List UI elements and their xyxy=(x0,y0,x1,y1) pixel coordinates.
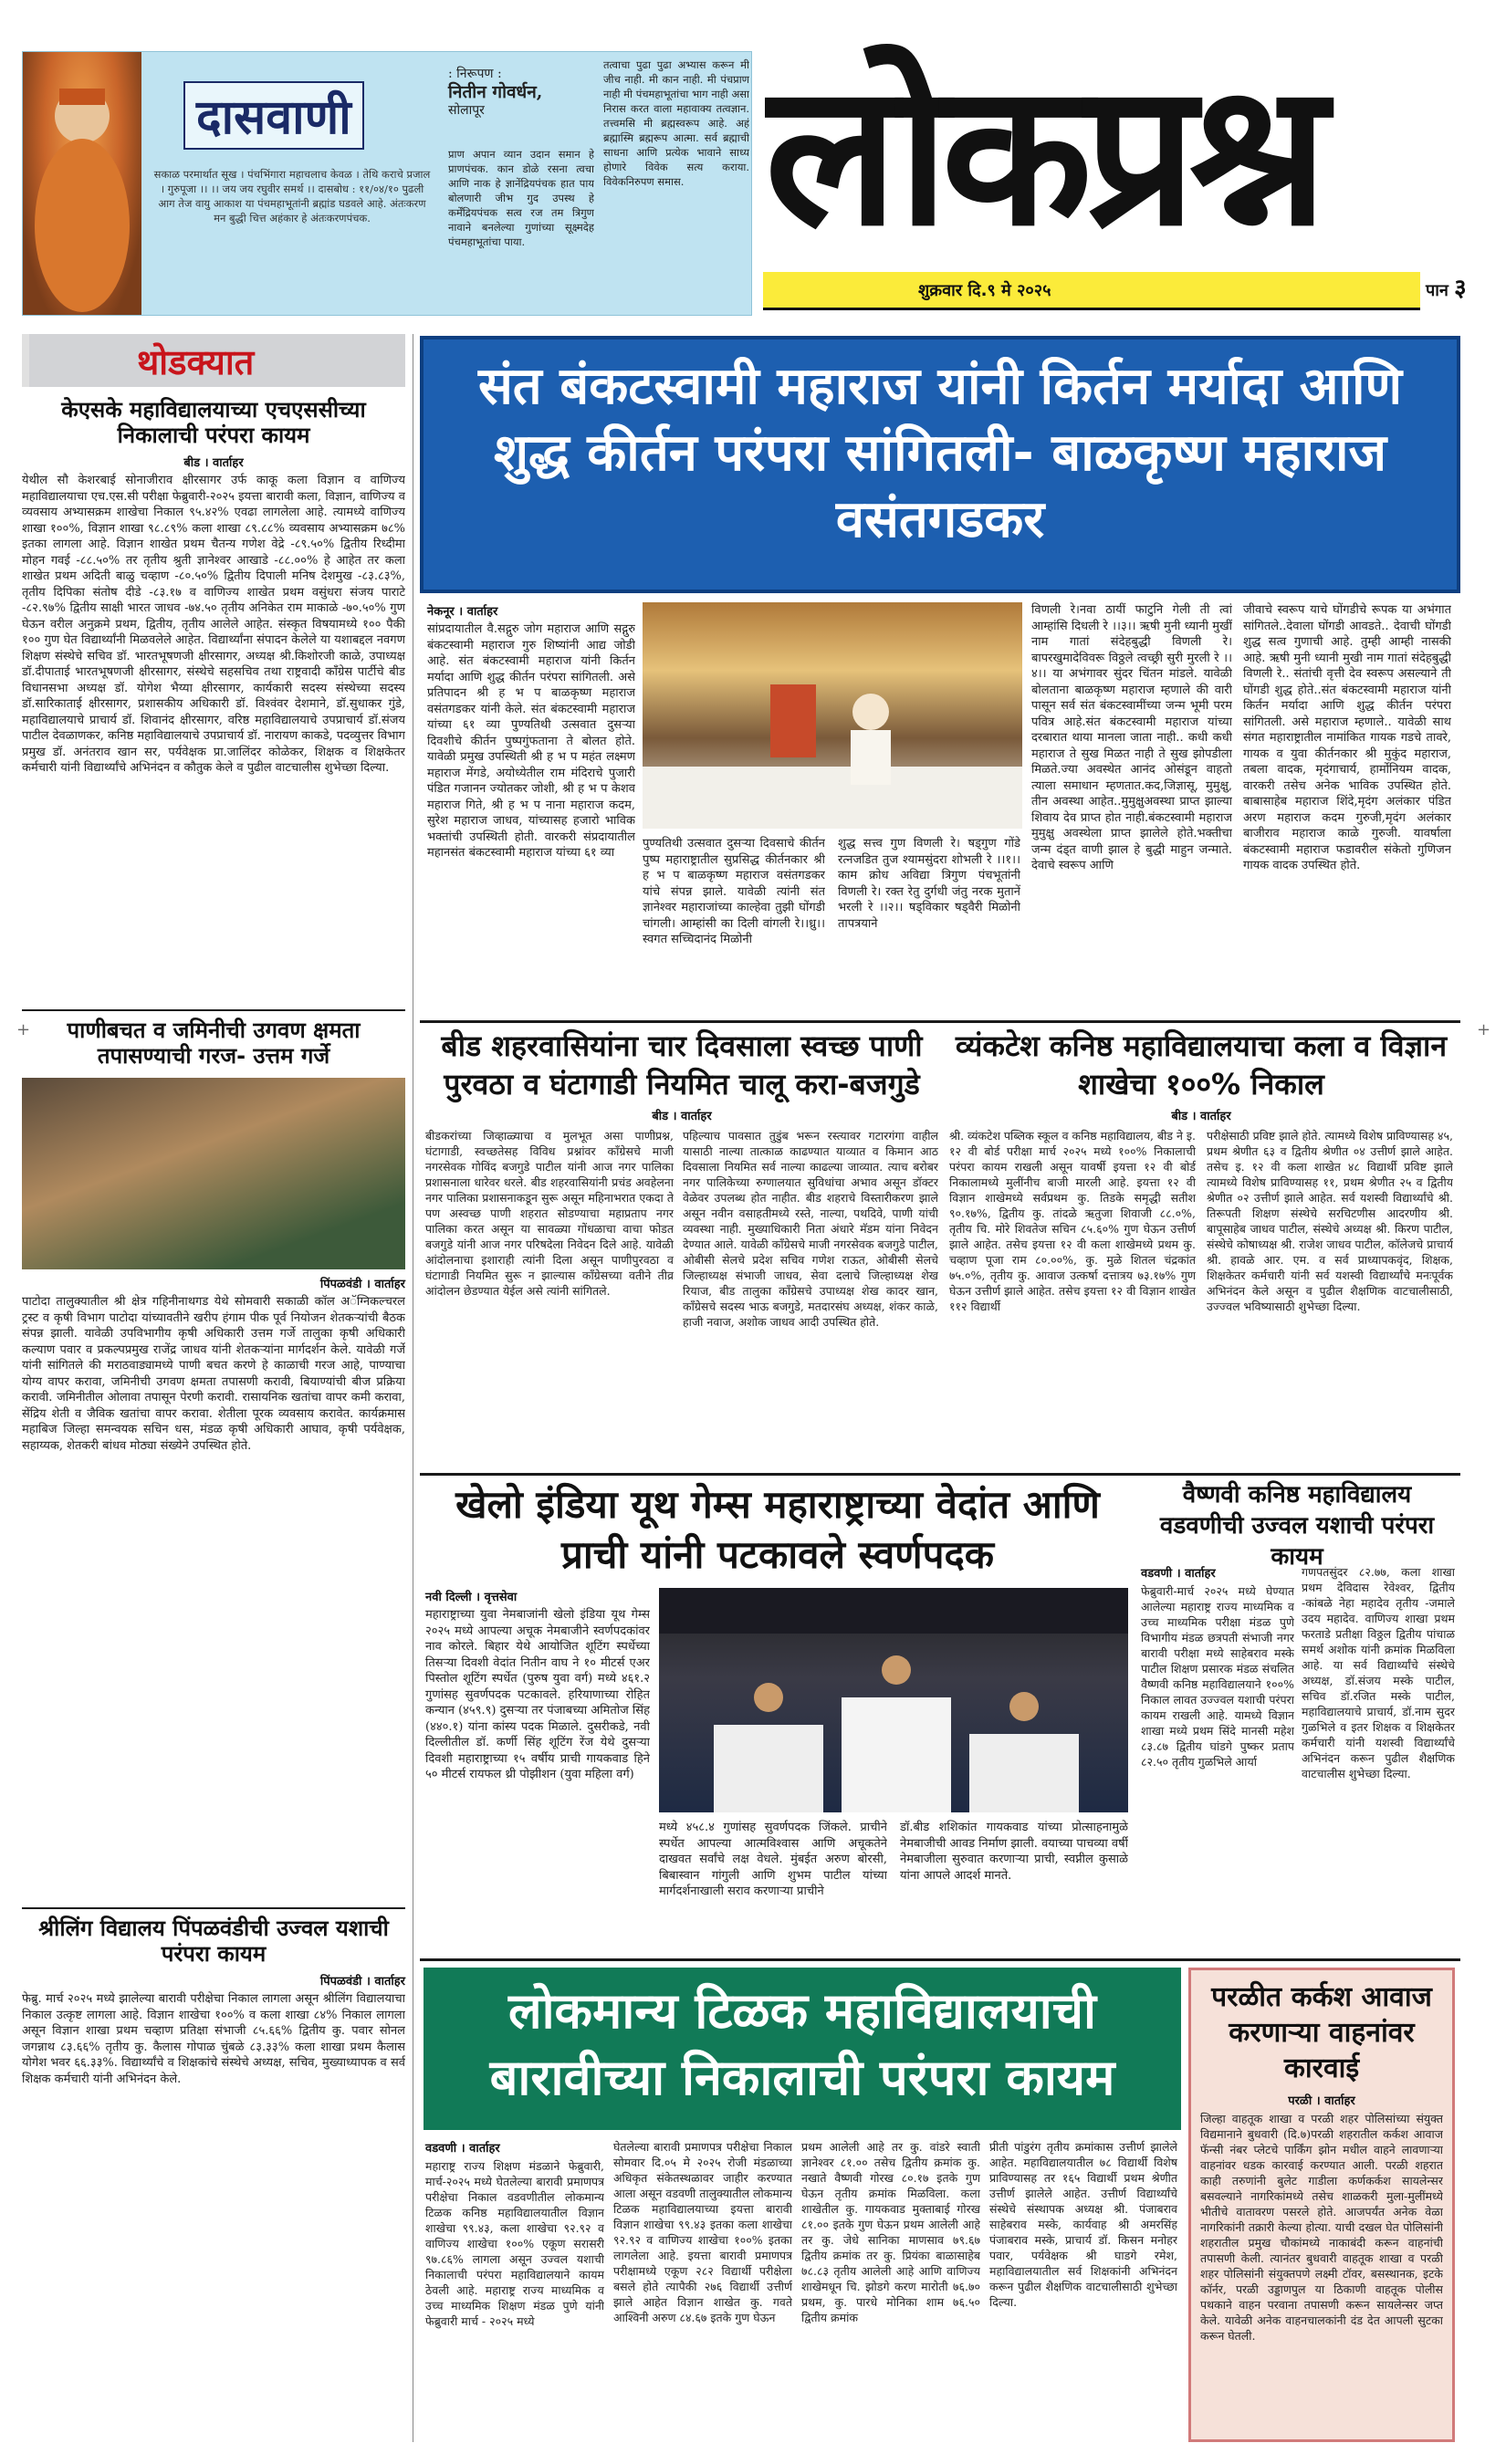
tilak-body-col3: प्रथम आलेली आहे तर कु. वांडरे स्वाती ज्ञानेश्वर ८१.०० तसेच द्वितीय क्रमांक कु. नखाते वैष्णवी गोरख ८०.१७ इतके गुण घेऊन तृतीय क्रमांक मिळविला. कला शाखेतील कु. गायकवाड मुक्ताबाई गोरख ८१.०० इतके गुण घेऊन प्रथम आलेली आहे तर कु. जेधे सानिका माणसाव ७९.६७ द्वितीय क्रमांक तर कु. प्रियंका बाळासाहेब ७८.८३ तृतीय आलेली आहे आणि वाणिज्य शाखेमधून चि. झोडगे करण मारोती ७६.७० प्रथम, कु. पारधे मोनिका शाम ७६.५० द्वितीय क्रमांक xyxy=(801,2140,980,2324)
body-shriling: फेब्रु. मार्च २०२५ मध्ये झालेल्या बारावी परीक्षेचा निकाल लागला असून श्रीलिंग विद्यालयाचा निकाल उत्कृष्ट लागला आहे. विज्ञान शाखेचा १००% व कला शाखा ८४% निकाल लागला असून विज्ञान शाखा प्रथम चव्हाण प्रतिक्षा संभाजी ८५.६६% द्वितीय कु. पवार सोनल जगन्नाथ ८३.६६% तृतीय कु. कैलास गोपाळ चुंबळे ८३.३३% कला शाखा प्रथम कैलास योगेश भवर ६६.३३%. विद्यार्थ्यांचे व शिक्षकांचे संस्थेचे अध्यक्ष, सचिव, मुख्याध्यापक व सर्व शिक्षक कर्मचारी यांनी अभिनंदन केले. xyxy=(22,1992,405,2086)
divider xyxy=(420,1473,1460,1476)
headline-vaishnavi: वैष्णवी कनिष्ठ महाविद्यालय वडवणीची उज्वल यशाची परंपरा कायम xyxy=(1159,1481,1435,1571)
medal-podium-photo xyxy=(659,1588,1128,1812)
parli-body: जिल्हा वाहतूक शाखा व परळी शहर पोलिसांच्या संयुक्त विद्यमानाने बुधवारी (दि.७)परळी शहरातील कर्कश आवाज फॅन्सी नंबर प्लेटचे पार्किंग झोन मधील वाहने लावणाऱ्या वाहनांवर धडक कारवाई करण्यात आली. परळी शहरात काही तरुणांनी बुलेट गाडीला कर्णकर्कश सायलेन्सर बसवल्याने नागरिकांमध्ये तसेच शाळकरी मुला-मुलींमध्ये भीतीचे वातावरण पसरले होते. आजपर्यंत अनेक वेळा नागरिकांनी तक्रारी केल्या होत्या. याची दखल घेत पोलिसांनी शहरातील प्रमुख चौकांमध्ये नाकाबंदी करून वाहनांची तपासणी केली. त्यानंतर बुधवारी वाहतूक शाखा व परळी शहर पोलिसांनी संयुक्तपणे लक्ष्मी टॉवर, बसस्थानक, इटके कॉर्नर, परळी उड्डाणपुल या ठिकाणी वाहतूक पोलीस पथकाने वाहन परवाना तपासणी करून सायलेन्सर जप्त केले. यावेळी अनेक वाहनचालकांनी दंड देत आपली सुटका करून घेतली. xyxy=(1200,2112,1443,2343)
byline-shriling: पिंपळवंडी । वार्ताहर xyxy=(319,1975,405,1989)
dasvani-verse-right: तत्वाचा पुढा पुढा अभ्यास करून मी जीच नाही. मी कान नाही. मी पंचप्राण नाही मी पंचमहाभूतांचा भाग नाही असा निरास करत वाला महावाक्य तत्वज्ञान. तत्त्वमसि मी ब्रह्मस्वरूप आहे. अहं ब्रह्मास्मि ब्रह्मरूप आत्मा. सर्व ब्रह्माची साधना आणि प्रत्येक भावाने साध्य होणारे विवेक सत्य कराया. विवेकनिरुपण समास. xyxy=(603,58,749,188)
khelo-body-col1: महाराष्ट्राच्या युवा नेमबाजांनी खेलो इंडिया यूथ गेम्स २०२५ मध्ये आपल्या अचूक नेमबाजीने स्वर्णपदकांवर नाव कोरले. बिहार येथे आयोजित शूटिंग स्पर्धेच्या तिसऱ्या दिवशी वेदांत नितीन वाघ ने १० मीटर्स एअर पिस्तोल शूटिंग स्पर्धेत (पुरुष युवा वर्ग) मध्ये ४६१.२ गुणांसह सुवर्णपदक पटकावले. हरियाणाच्या रोहित कन्यान (४५९.९) दुसऱ्या तर पंजाबच्या अमितोज सिंह (४४०.१) यांना कांस्य पदक मिळाले. दुसरीकडे, नवी दिल्लीतील डॉ. कर्णी सिंह शूटिंग रेंज येथे दुसऱ्या दिवशी महाराष्ट्राच्या १५ वर्षीय प्राची गायकवाड हिने ५० मीटर्स रायफल थ्री पोझीशन (युवा महिला वर्ग) xyxy=(425,1608,650,1781)
dasvani-verse-mid: प्राण अपान व्यान उदान समान हे प्राणपंचक. कान डोळे रसना त्वचा आणि नाक हे ज्ञानेंद्रियपंचक हात पाय बोलणारी जीभ गुद उपस्थ हे कर्मेंद्रियपंचक सत्व रज तम त्रिगुण नावाने बनलेल्या गुणांच्या सूक्ष्मदेह पंचमहाभूतांचा पाया. xyxy=(448,148,594,248)
section-header xyxy=(22,334,405,387)
lead-body-col2: पुण्यतिथी उत्सवात दुसऱ्या दिवसाचे कीर्तन पुष्प महाराष्ट्रातील सुप्रसिद्ध कीर्तनकार श्री ह भ प बाळकृष्ण महाराज वसंतगडकर यांचे संपन्न झाले. यावेळी त्यांनी संत ज्ञानेश्वर महाराजांच्या काल्हेवा तुझी घोंगडी चांगली। आम्हांसी का दिली वांगली रे।।ध्रु।। स्वगत सच्चिदानंद मिळोनी xyxy=(643,837,825,946)
tilak-body-col4: प्रीती पांडुरंग तृतीय क्रमांकास उत्तीर्ण झालेले आहेत. महाविद्यालयातील ७८ विद्यार्थी विशेष प्राविण्यासह तर १६५ विद्यार्थी प्रथम श्रेणीत उत्तीर्ण झालेले आहेत. उत्तीर्ण विद्यार्थ्यांचे संस्थेचे संस्थापक अध्यक्ष श्री. पंजाबराव साहेबराव मस्के, कार्यवाह श्री अमरसिंह पंजाबराव मस्के, प्राचार्य डॉ. किसन मनोहर पवार, पर्यवेक्षक श्री घाडगे रमेश, महाविद्यालयातील सर्व शिक्षकांनी अभिनंदन करून पुढील शैक्षणिक वाटचालीसाठी शुभेच्छा दिल्या. xyxy=(989,2140,1177,2309)
registration-mark: + xyxy=(1477,1020,1491,1039)
dasvani-box xyxy=(22,51,752,316)
divider xyxy=(420,1020,1460,1023)
lead-body-col5: जीवाचे स्वरूप याचे घोंगडीचे रूपक या अभंगात सांगितले..देवाला घोंगडी आवडते.. देवाची घोंगडी शुद्ध सत्व गुणाची आहे. तुम्ही आम्ही नासकी आहे. ऋषी मुनी ध्यानी मुखी नाम गातां संदेहबुद्धी विणली रे.. संतांची वृत्ती देव स्वरूप असल्याने ती घोंगडी शुद्ध होते..संत बंकटस्वामी महाराज यांनी किर्तन मर्यादा आणि शुद्ध कीर्तन परंपरा सांगितली. असे महाराज म्हणाले.. यावेळी साथ संगत महाराष्ट्रातील नामांकित गायक गडचे तावरे, गायक व युवा कीर्तनकार श्री मुकुंद महाराज, तबला वादक, मृदंगाचार्य, हार्मोनियम वादक, वारकरी तसेच अनेक भाविक उपस्थित होते. बाबासाहेब महाराज शिंदे,मृदंग अलंकार पंडित अरण महाराज कदम गुरुजी,मृदंग अलंकार बाजीराव महाराज काळे गुरुजी. यावर्षाला बंकटस्वामी महाराज फडावरील संकेतो गुणिजन गायक वादक उपस्थित होते. xyxy=(1243,603,1451,872)
article-khelo-col1 xyxy=(425,1588,650,1972)
lead-headline: संत बंकटस्वामी महाराज यांनी किर्तन मर्यादा आणि शुद्ध कीर्तन परंपरा सांगितली- बाळकृष्ण महाराज वसंतगडकर xyxy=(477,357,1403,549)
beed-body-col1: बीडकरांच्या जिव्हाळ्याचा व मुलभूत असा पाणीप्रश्न, घंटागाडी, स्वच्छतेसह विविध प्रश्नांवर काँग्रेसचे माजी नगरसेवक गोविंद बजगुडे पाटील यांनी आज नगर पालिका प्रशासनाला धारेवर धरले. बीड शहरवासियांनी प्रचंड अवहेलना नगर पालिका प्रशासनाकडून सुरू असून महिनाभरात एकदा ते पण अस्वच्छ पाणी शहरात सोडण्याचा महाप्रताप नगर पालिका करत असून या सावळ्या गोंधळाचा वाचा फोडत बजगुडे यांनी आज नगर परिषदेला निवेदन दिले आहे. यावेळी आंदोलनाचा इशाराही त्यांनी दिला असून पाणीपुरवठा व घंटागाडी नियमित सुरू न झाल्यास काँग्रेसच्या वतीने तीव्र आंदोलन छेडण्यात येईल असे त्यांनी सांगितले. xyxy=(425,1129,674,1298)
article-vaishnavi xyxy=(1139,1480,1455,1572)
khelo-body-col2: मध्ये ४५८.४ गुणांसह सुवर्णपदक जिंकले. प्राचीने स्पर्धेत आपल्या आत्मविश्वास आणि अचूकतेने दाखवत सर्वांचे लक्ष वेधले. मुंबईत अरुण बोरसी, बिबास्वान गांगुली आणि शुभम पाटील यांच्या मार्गदर्शनाखाली सराव करणाऱ्या प्राचीने xyxy=(659,1821,887,1898)
dasvani-verse-left: सकाळ परमार्थात सूख । पंचभिंगारा महाचलाच केवळ । तेथि कराचे प्रजाल । गुरुपूजा ।। ।। जय जय रघुवीर समर्थ ।। दासबोध : ११/०४/१० पुढली आग तेज वायु आकाश या पंचमहाभूतांनी ब्रह्मांड घडवले आहे. अंतःकरण मन बुद्धी चित्त अहंकार हे अंतःकरणपंचक. xyxy=(153,168,431,224)
headline-tilak: लोकमान्य टिळक महाविद्यालयाची बारावीच्या निकालाची परंपरा कायम xyxy=(489,1982,1115,2106)
divider xyxy=(22,1907,405,1909)
issue-date: शुक्रवार दि.९ मे २०२५ xyxy=(918,281,1051,300)
vyank-body-col1: श्री. व्यंकटेश पब्लिक स्कूल व कनिष्ठ महाविद्यालय, बीड ने इ. १२ वी बोर्ड परीक्षा मार्च २०२५ मध्ये १००% निकालाची परंपरा कायम राखली असून यावर्षी इयत्ता १२ वी बोर्ड निकालामध्ये मुलींनीच बाजी मारली आहे. इयत्ता १२ वी विज्ञान शाखेमध्ये सर्वप्रथम कु. तिडके समृद्धी सतीश ९०.१७%, द्वितीय कु. तांदळे ऋतुजा शिवाजी ८८.०%, तृतीय चि. मोरे शिवतेज सचिन ८५.६०% गुण घेऊन उत्तीर्ण झाले आहेत. तसेच इयत्ता १२ वी कला शाखेमध्ये प्रथम कु. चव्हाण पूजा राम ८०.००%, कु. मुळे शितल चंद्रकांत ७५.०%, तृतीय कु. आवाज उत्कर्षा दत्तात्रय ७३.१७% गुण घेऊन उत्तीर्ण झाले आहेत. तसेच इयत्ता १२ वी विज्ञान शाखेत ११२ विद्यार्थी xyxy=(949,1129,1196,1313)
headline-beed: बीड शहरवासियांना चार दिवसाला स्वच्छ पाणी पुरवठा व घंटागाडी नियमित चालू करा-बजगुडे xyxy=(441,1028,923,1101)
byline-khelo: नवी दिल्ली । वृत्तसेवा xyxy=(425,1591,518,1604)
headline-vyank: व्यंकटेश कनिष्ठ महाविद्यालयाचा कला व विज्ञान शाखेचा १००% निकाल xyxy=(955,1028,1448,1101)
headline-water: पाणीबचत व जमिनीची उगवण क्षमता तपासण्याची गरज- उत्तम गर्जे xyxy=(67,1018,361,1069)
khelo-body-col3: डॉ.बीड शशिकांत गायकवाड यांच्या प्रोत्साहनामुळे नेमबाजीची आवड निर्माण झाली. वयाच्या पाचव्या वर्षी नेमबाजीला सुरुवात करणाऱ्या प्राची, स्वप्नील कुसाळे यांना आपले आदर्श मानते. xyxy=(900,1821,1128,1883)
lead-body-col1: सांप्रदायातील वै.सद्गुरु जोग महाराज आणि सद्गुरु बंकटस्वामी महाराज गुरु शिष्यांनी आद्य जोडी आहे. संत बंकटस्वामी महाराज यांनी किर्तन मर्यादा आणि शुद्ध कीर्तन परंपरा सांगितली. असे प्रतिपादन श्री ह भ प बाळकृष्ण महाराज वसंतगडकर यांनी केले. संत बंकटस्वामी महाराज यांच्या ६१ व्या पुण्यतिथी उत्सवात दुसऱ्या दिवशीचे कीर्तन पुष्पगुंफताना ते बोलत होते. यावेळी प्रमुख उपस्थिती श्री ह भ प महंत लक्ष्मण महाराज मेंगडे, अयोध्येतील राम मंदिराचे पुजारी पंडित गजानन ज्योतकर जोशी, श्री ह भ प केशव महाराज गिते, श्री ह भ प नाना महाराज कदम, सुरेश महाराज जाधव, यांच्यासह हजारो भाविक भक्तांची उपस्थिती होती. वारकरी संप्रदायातील महानसंत बंकटस्वामी महाराज यांच्या ६१ व्या xyxy=(427,622,635,860)
lead-body-col3: शुद्ध सत्त्व गुण विणली रे। षड्गुण गोंडे रत्नजडित तुज श्यामसुंदरा शोभली रे ।।१।। काम क्रोध अविद्या त्रिगुण पंचभूतांनी विणली रे। रक्त रेतु दुर्गधी जंतु नरक मुतानें भरली रे ।।२।। षड्विकार षड्वैरी मिळोनी तापत्रयाने xyxy=(838,837,1020,931)
headline-khelo: खेलो इंडिया यूथ गेम्स महाराष्ट्राच्या वेदांत आणि प्राची यांनी पटकावले स्वर्णपदक xyxy=(455,1482,1100,1577)
vaishnavi-body-col2: गणपतसुंदर ८२.७७, कला शाखा प्रथम देविदास रेवेश्वर, द्वितीय -कांबळे नेहा महादेव तृतीय -जमाले उदय महादेव. वाणिज्य शाखा प्रथम फरताडे प्रतीक्षा विठ्ठल द्वितीय पांचाळ समर्थ अशोक यांनी क्रमांक मिळविला आहे. या सर्व विद्यार्थ्यांचे संस्थेचे अध्यक्ष, डॉ.संजय मस्के पाटील, सचिव डॉ.रजित मस्के पाटील, महाविद्यालयाचे प्राचार्य, डॉ.नाम सुदर गुळभिले व इतर शिक्षक व शिक्षकेतर कर्मचारी यांनी यशस्वी विद्यार्थ्यांचे अभिनंदन करून पुढील शैक्षणिक वाटचालीस शुभेच्छा दिल्या. xyxy=(1302,1565,1455,1780)
lead-body-col4: विणली रे।नवा ठायीं फाटुनि गेली ती त्वां आम्हांसि दिधली रे ।।३।। ऋषी मुनी ध्यानी मुखीं नाम गातां संदेहबुद्धी विणली रे।बापरखुमादेविवरू विठ्ठले त्वच्छ्री सुरी मुरली रे ।।४।। या अभंगावर सुंदर चिंतन मांडले. यावेळी बोलताना बाळकृष्ण महाराज म्हणाले की वारी पासून सर्व संत बंकटस्वामींच्या जन्म भूमी परम पवित्र आहे.संत बंकटस्वामी महाराज यांच्या दरबारात थाया मानला जाता नाही.. कधी कधी महाराज ते सुख मिळत नाही ते सुख झोपडीला मिळते.ज्या अवस्थेत आनंद ओसंडून वाहतो त्याला समाधान म्हणतात.कद,जिज्ञासू, मुमुक्षु, तीन अवस्था आहेत..मुमुक्षुअवस्था प्राप्त झाल्या शिवाय देव प्राप्त होत नाही.बंकटस्वामी महाराज मुमुक्षु अवस्थेला प्राप्त झालेले होते.भक्तीचा जन्म दंड्त वाणी झाल हे बुद्धी माहुन जन्माते. देवाचे स्वरूप आणि xyxy=(1031,603,1232,872)
farmers-meeting-photo xyxy=(22,1078,405,1269)
article-vyank xyxy=(946,1028,1457,1126)
byline-kse: बीड । वार्ताहर xyxy=(183,456,244,471)
vyank-body-col2: परीक्षेसाठी प्रविष्ट झाले होते. त्यामध्ये विशेष प्राविण्यासह ४५, प्रथम श्रेणीत ६३ व द्वितीय श्रेणीत ०४ उत्तीर्ण झाले आहेत. तसेच इ. १२ वी कला शाखेत ४८ विद्यार्थी प्रविष्ट झाले त्यामध्ये विशेष प्राविण्यासह ११, प्रथम श्रेणीत २५ व द्वितीय श्रेणीत ०२ उत्तीर्ण झाले आहेत. सर्व यशस्वी विद्यार्थ्यांचे श्री. तिरूपती शिक्षण संस्थेचे सरचिटणीस आदरणीय श्री. बापूसाहेब जाधव पाटील, संस्थेचे अध्यक्ष श्री. किरण पाटील, संस्थेचे कोषाध्यक्ष श्री. राजेश जाधव पाटील, कॉलेजचे प्राचार्य श्री. हावळे आर. एम. व सर्व प्राध्यापकवृंद, शिक्षक, शिक्षकेतर कर्मचारी यांनी सर्व यशस्वी विद्यार्थ्यांचे मनःपूर्वक अभिनंदन केले असून व पुढील शैक्षणिक वाटचालीसाठी, उज्ज्वल भविष्यासाठी शुभेच्छा दिल्या. xyxy=(1207,1129,1453,1313)
lead-byline: नेकनूर । वार्ताहर xyxy=(427,605,498,619)
body-water: पाटोदा तालुक्यातील श्री क्षेत्र गहिनीनाथगड येथे सोमवारी सकाळी कॉल अॅग्निकल्चरल ट्रस्ट व कृषी विभाग पाटोदा यांच्यावतीने खरीप हंगाम पीक पूर्व नियोजन शेतकऱ्यांची बैठक संपन्न झाली. यावेळी उपविभागीय कृषी अधिकारी उत्तम गर्जे तालुका कृषी अधिकारी कल्याण पवार व प्रकल्पप्रमुख राजेंद्र जाधव यांनी शेतकऱ्यांना मार्गदर्शन केले. यावेळी गर्जे यांनी सांगितले की मराठवाड्यामध्ये पाणी बचत करणे हे काळाची गरज आहे, पाण्याचा योग्य वापर करावा, जमिनीची उगवण क्षमता तपासणी करावी, बियाण्यांची बीज प्रक्रिया करावी. जमिनीतील ओलावा तपासून पेरणी करावी. रासायनिक खतांचा वापर कमी करावा, सेंद्रिय शेती व जैविक खतांचा वापर करावा. शेतीला पूरक व्यवसाय करावेत. कार्यक्रमास महाबिज जिल्हा समन्वयक सचिन धस, मंडळ कृषी अधिकारी आघाव, कृषी पर्यवेक्षक, सहाय्यक, शेतकरी बांधव मोठ्या संख्येने उपस्थित होते. xyxy=(22,1295,405,1453)
page-label: पान xyxy=(1426,281,1448,300)
byline-vaishnavi: वडवणी । वार्ताहर xyxy=(1141,1567,1216,1581)
headline-kse: केएसके महाविद्यालयाच्या एचएससीच्या निकालाची परंपरा कायम xyxy=(61,397,366,448)
date-bar xyxy=(763,272,1420,310)
page-number xyxy=(1426,270,1467,303)
saint-figure-icon xyxy=(23,52,141,316)
vaishnavi-col1 xyxy=(1141,1564,1294,1958)
headline-parli: परळीत कर्कश आवाज करणाऱ्या वाहनांवर कारवाई xyxy=(1211,1981,1432,2084)
tilak-body-col2: घेतलेल्या बारावी प्रमाणपत्र परीक्षेचा निकाल सोमवार दि.०५ मे २०२५ रोजी मंडळाच्या अधिकृत संकेतस्थळावर जाहीर करण्यात आला असून वडवणी तालुक्यातील लोकमान्य टिळक महाविद्यालयाच्या इयत्ता बारावी विज्ञान शाखेचा ९९.४३ इतका कला शाखेचा ९२.९२ व वाणिज्य शाखेचा १००% इतका लागलेला आहे. इयत्ता बारावी प्रमाणपत्र परीक्षामध्ये एकूण २८२ विद्यार्थी परीक्षेला बसले होते त्यापैकी २७६ विद्यार्थी उत्तीर्ण झाले आहेत विज्ञान शाखेत कु. गवते आश्विनी अरुण ८४.६७ इतके गुण घेऊन xyxy=(613,2140,792,2324)
divider xyxy=(22,1009,405,1011)
article-beed xyxy=(420,1028,944,1126)
parli-box xyxy=(1188,1968,1455,2442)
author-name: नितीन गोवर्धन, xyxy=(448,82,543,102)
author-block xyxy=(448,65,594,120)
beed-body-col2: पहिल्याच पावसात तुडुंब भरून रस्त्यावर गटारगंगा वाहील यासाठी नाल्या तात्काळ काढण्यात याव्यात व किमान आठ दिवसाला नियमित सर्व नाल्या काढल्या जाव्यात. त्याच बरोबर नगर पालिकेच्या रुग्णालयात सुविधांचा अभाव असून डॉक्टर वेळेवर उपलब्ध होत नाहीत. बीड शहराचे विस्तारीकरण झाले असून नवीन वसाहतीमध्ये रस्ते, नाल्या, पथदिवे, पाणी यांची व्यवस्था नाही. मुख्याधिकारी निता अंधारे मॅडम यांना निवेदन देण्यात आले. यावेळी काँग्रेसचे माजी नगरसेवक बजगुडे पाटील, ओबीसी सेलचे प्रदेश सचिव गणेश राऊत, ओबीसी सेलचे जिल्हाध्यक्ष संभाजी जाधव, सेवा दलाचे जिल्हाध्यक्ष शेख रियाज, बीड तालुका काँग्रेसचे उपाध्यक्ष शेख कादर खान, काँग्रेसचे सदस्य भाऊ बजगुडे, मतदारसंघ अध्यक्ष, शंकर काळे, हाजी नवाज, अशोक जाधव आदी उपस्थित होते. xyxy=(683,1129,938,1329)
article-shriling xyxy=(22,1916,405,2464)
author-label: : निरूपण : xyxy=(448,67,502,81)
byline-vyank: बीड । वार्ताहर xyxy=(1171,1110,1231,1124)
byline-beed: बीड । वार्ताहर xyxy=(652,1110,712,1124)
headline-shriling: श्रीलिंग विद्यालय पिंपळवंडीची उज्वल यशाची परंपरा कायम xyxy=(38,1916,389,1967)
body-kse: येथील सौ केशरबाई सोनाजीराव क्षीरसागर उर्फ काकू कला विज्ञान व वाणिज्य महाविद्यालयाचा एच.एस.सी परीक्षा फेब्रुवारी-२०२५ इयत्ता बारावी कला, विज्ञान, वाणिज्य व व्यवसाय अभ्यासक्रम शाखेचा निकाल ९५.४२% एवढा लागलेला आहे. त्यामध्ये वाणिज्य शाखा १००%, विज्ञान शाखा ९८.८९% कला शाखा ८९.८८% व्यवसाय अभ्यासक्रम ७८% इतका लागला आहे. विज्ञान शाखेत प्रथम चैतन्य गणेश वेद्रे -८९.५०% द्वितीय रिध्दीमा मोहन गवई -८८.५०% तर तृतीय श्रुती ज्ञानेश्वर आखाडे -८८.००% हे आहेत तर कला शाखेत प्रथम अदिती बाळु चव्हाण -८०.५०% द्वितीय दिपाली मनिष देशमुख -८३.८३%, तृतीय दिपिका संतोष दीडे -८३.१७ व वाणिज्य शाखेत प्रथम वसुंधरा संजय पाराटे -८२.९७% द्वितीय साक्षी भारत जाधव -७४.५० तृतीय अनिकेत राम माकाळे -७०.५०% गुण घेऊन वरील अनुक्रमे प्रथम, द्वितीय, तृतीय आलेले आहेत. संस्कृत विषयामध्ये १०० पैकी १०० गुण घेत विद्यार्थ्यांनी मिळवलेले आहेत. विद्यार्थ्यांना संपादन केलेले या यशाबद्दल नवगण शिक्षण संस्थेचे सचिव डॉ. भारतभूषणजी क्षीरसागर, अध्यक्ष श्री.किशोरजी काळे, उपाध्यक्ष डॉ.दीपाताई भारतभूषणजी क्षीरसागर, संस्थेचे सहसचिव तथा राष्ट्रवादी काँग्रेस पार्टीचे बीड विधानसभा अध्यक्ष डॉ. योगेश भैय्या क्षीरसागर, कार्यकारी सदस्य संस्थेच्या सदस्य डॉ.सारिकाताई क्षीरसागर, प्रशासकीय अधिकारी डॉ. विश्वंवर देशमाने, डॉ.सुधाकर गुंडे, महाविद्यालयाचे प्राचार्य डॉ. शिवानंद क्षीरसागर, वरिष्ठ महाविद्यालयाचे उपप्राचार्य डॉ.संजय पाटील देवळाणकर, कनिष्ठ महाविद्यालयाचे उपप्राचार्य डॉ. नारायण काकडे, पदव्युत्तर विभाग प्रमुख डॉ. अनंतराव खान सर, पर्यवेक्षक प्रा.जालिंदर कोळेकर, शिक्षक व शिक्षकेतर कर्मचारी यांनी विद्यार्थ्यांचे अभिनंदन व कौतुक केले व पुढील वाटचालीस शुभेच्छा दिल्या. xyxy=(22,474,405,776)
kirtan-stage-icon xyxy=(643,602,1022,829)
dasvani-title: दासवाणी xyxy=(183,81,364,150)
podium-icon xyxy=(659,1588,1128,1812)
kirtan-photo xyxy=(643,602,1022,829)
saint-portrait xyxy=(23,52,141,316)
divider xyxy=(420,1958,1460,1961)
page-no: ३ xyxy=(1454,275,1467,302)
tilak-body-col1: महाराष्ट्र राज्य शिक्षण मंडळाने फेब्रुवारी, मार्च-२०२५ मध्ये घेतलेल्या बारावी प्रमाणपत्र परीक्षेचा निकाल वडवणीतील लोकमान्य टिळक कनिष्ठ महाविद्यालयातील विज्ञान शाखेचा ९९.४३, कला शाखेचा ९२.९२ व वाणिज्य शाखेचा १००% एकूण सरासरी ९७.८६% लागला असून उज्वल यशाची निकालाची परंपरा महाविद्यालयाने कायम ठेवली आहे. महाराष्ट्र राज्य माध्यमिक व उच्च माध्यमिक शिक्षण मंडळ पुणे यांनी फेब्रुवारी मार्च - २०२५ मध्ये xyxy=(425,2159,604,2328)
vaishnavi-body-col1: फेब्रुवारी-मार्च २०२५ मध्ये घेण्यात आलेल्या महाराष्ट्र राज्य माध्यमिक व उच्च माध्यमिक परीक्षा मंडळ पुणे विभागीय मंडळ छत्रपती संभाजी नगर बारावी परीक्षा मध्ये साहेबराव मस्के पाटील शिक्षण प्रसारक मंडळ संचलित वैष्णवी कनिष्ठ महाविद्यालयाने १००% निकाल लावत उज्ज्वल यशाची परंपरा कायम राखली आहे. यामध्ये विज्ञान शाखा मध्ये प्रथम सिंदे मानसी महेश ८३.८७ द्वितीय घांडगे पुष्कर प्रताप ८२.५० तृतीय गुळभिले आर्या xyxy=(1141,1584,1294,1769)
author-place: सोलापूर xyxy=(448,103,485,118)
tilak-banner xyxy=(424,1968,1181,2130)
logo: लोकप्रश्न xyxy=(765,40,1321,269)
lead-col1 xyxy=(427,602,635,1023)
lead-banner xyxy=(420,336,1460,593)
tilak-col1 xyxy=(425,2139,604,2441)
article-water xyxy=(22,1018,405,1860)
byline-water: पिंपळवंडी । वार्ताहर xyxy=(319,1278,405,1292)
article-kse xyxy=(22,398,405,1039)
section-title: थोडक्यात xyxy=(137,342,255,382)
byline-parli: परळी । वार्ताहर xyxy=(1288,2094,1355,2108)
byline-tilak: वडवणी । वार्ताहर xyxy=(425,2142,500,2156)
registration-mark: + xyxy=(16,1020,31,1039)
